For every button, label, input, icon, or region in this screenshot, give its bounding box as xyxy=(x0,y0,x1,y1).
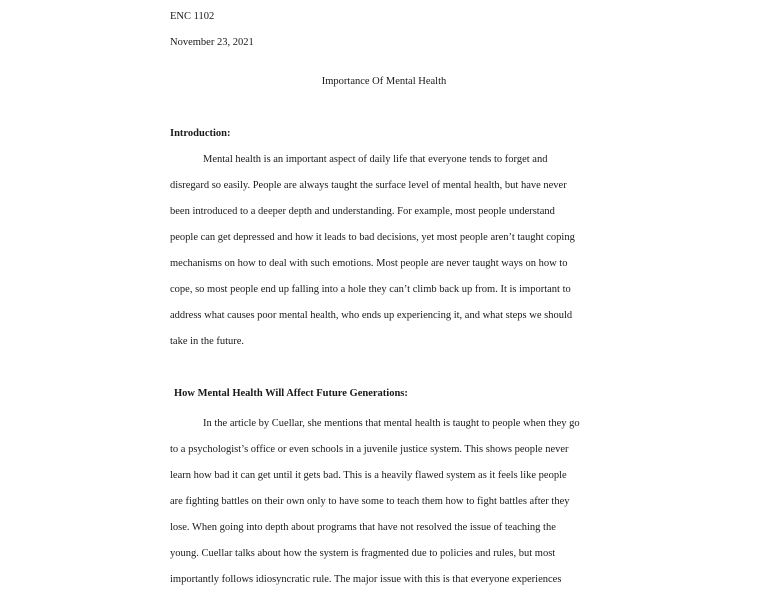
paragraph-line: young. Cuellar talks about how the system is fragmented due to policies and rules, but most xyxy=(170,548,556,559)
paragraph-line: mechanisms on how to deal with such emotions. Most people are never taught ways on how to xyxy=(170,258,568,269)
paragraph-line: disregard so easily. People are always taught the surface level of mental health, but have never xyxy=(170,180,567,191)
paragraph-line: take in the future. xyxy=(170,336,245,347)
paragraph-line: lose. When going into depth about programs that have not resolved the issue of teaching the xyxy=(170,522,556,533)
paragraph-line: cope, so most people end up falling into a hole they can’t climb back up from. It is important to xyxy=(170,284,571,295)
paragraph-line: Mental health is an important aspect of daily life that everyone tends to forget and xyxy=(203,154,548,165)
section-heading-future-generations: How Mental Health Will Affect Future Generations: xyxy=(174,388,408,399)
paragraph-line: In the article by Cuellar, she mentions that mental health is taught to people when they go xyxy=(203,418,580,429)
paragraph-line: are fighting battles on their own only to have some to teach them how to fight battles after they xyxy=(170,496,570,507)
paragraph-line: importantly follows idiosyncratic rule. The major issue with this is that everyone experiences xyxy=(170,574,562,585)
paragraph-line: to a psychologist’s office or even schools in a juvenile justice system. This shows people never xyxy=(170,444,569,455)
paragraph-line: learn how bad it can get until it gets bad. This is a heavily flawed system as it feels like people xyxy=(170,470,567,481)
section-heading-introduction: Introduction: xyxy=(170,128,231,139)
paragraph-line: address what causes poor mental health, who ends up experiencing it, and what steps we should xyxy=(170,310,573,321)
document-title: Importance Of Mental Health xyxy=(321,76,447,87)
course-code: ENC 1102 xyxy=(170,11,215,22)
paragraph-line: people can get depressed and how it leads to bad decisions, yet most people aren’t taught coping xyxy=(170,232,575,243)
paragraph-line: been introduced to a deeper depth and understanding. For example, most people understand xyxy=(170,206,555,217)
document-date: November 23, 2021 xyxy=(170,37,254,48)
